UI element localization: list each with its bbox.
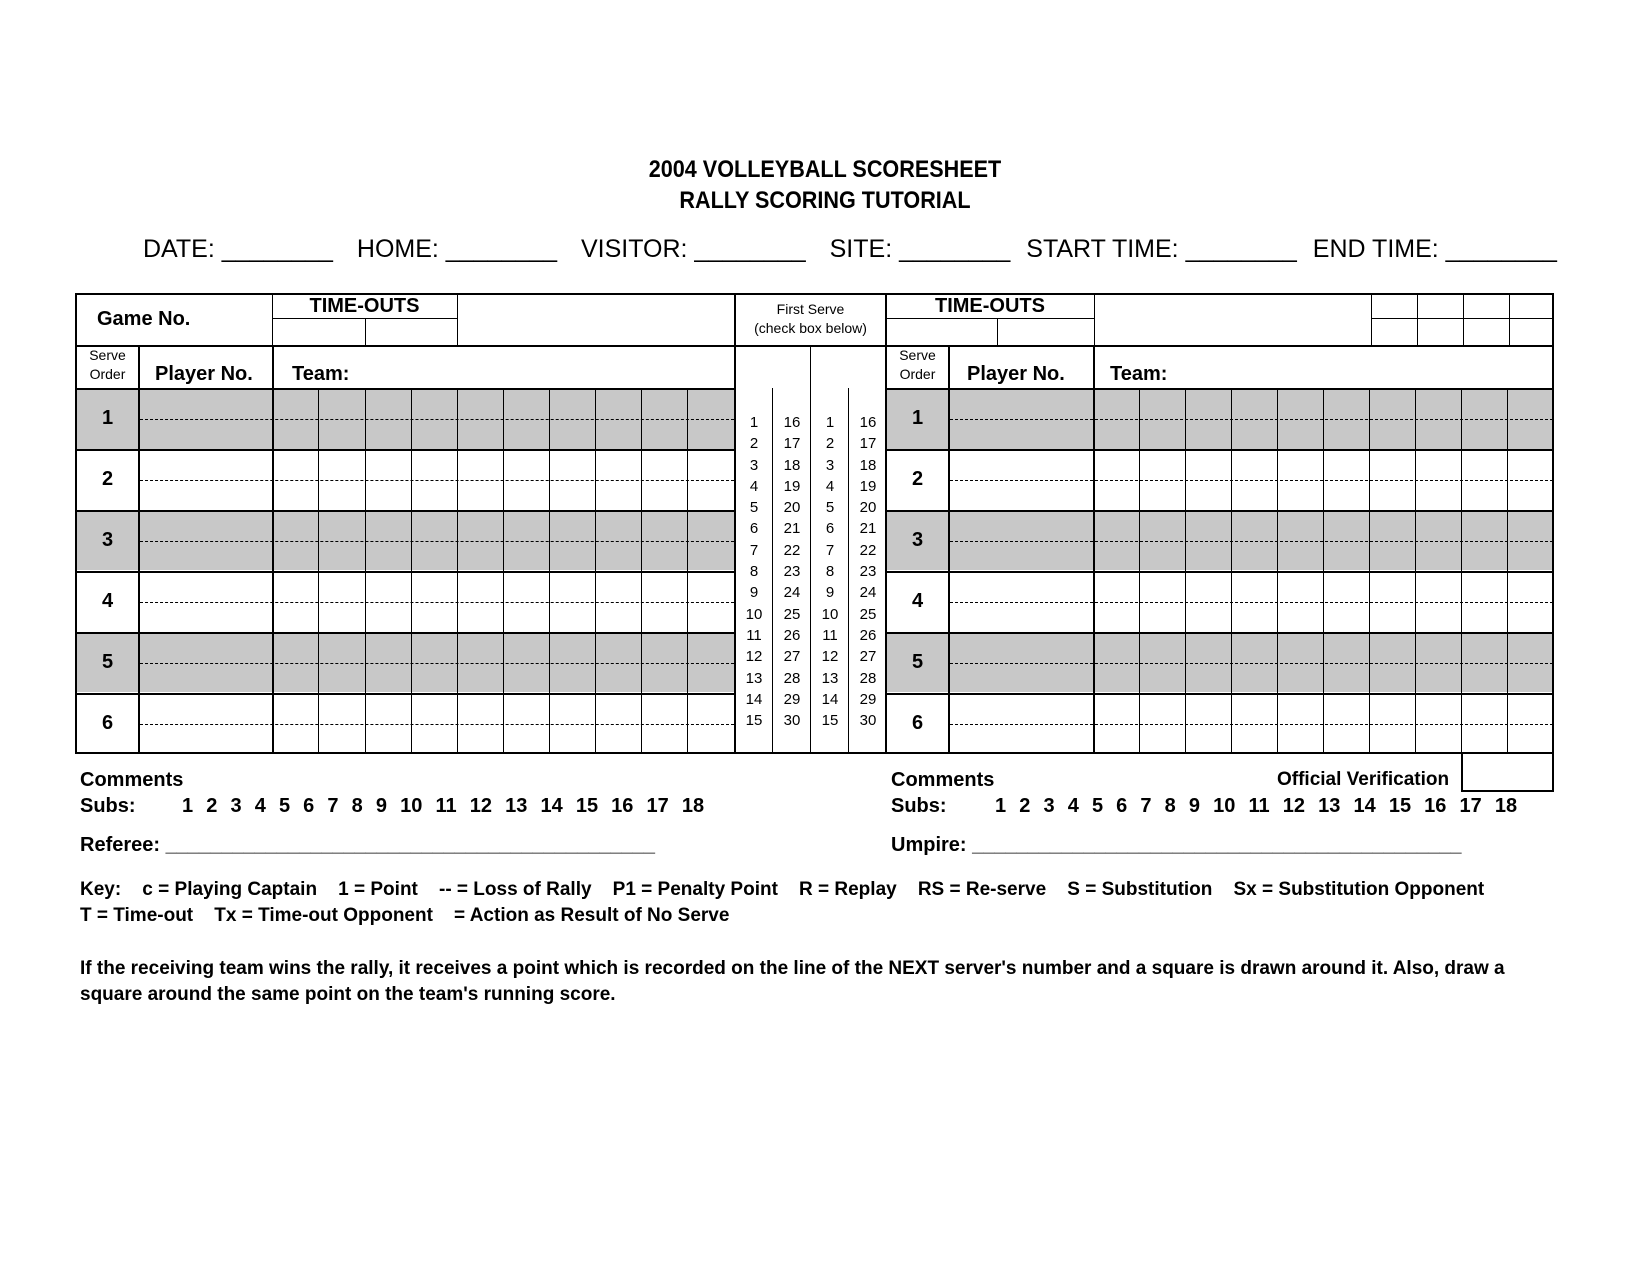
score-number[interactable]: 21 (783, 520, 801, 538)
player-no-label-left: Player No. (155, 363, 253, 385)
running-score-left-low (737, 412, 771, 731)
home-field[interactable]: HOME: ________ (356, 235, 558, 263)
score-number[interactable]: 16 (783, 414, 801, 431)
score-number[interactable]: 18 (859, 456, 877, 474)
score-number[interactable]: 1 (825, 414, 835, 431)
score-number[interactable]: 24 (783, 584, 801, 602)
game-no-label: Game No. (97, 308, 191, 330)
score-number[interactable]: 29 (783, 690, 801, 708)
serve-order-right-2: 2 (911, 468, 924, 490)
score-number[interactable]: 6 (825, 520, 835, 538)
serve-order-label-left (77, 346, 138, 384)
serve-order-right-4: 4 (911, 590, 924, 612)
score-number[interactable]: 22 (859, 541, 877, 559)
score-number[interactable]: 10 (821, 605, 839, 623)
score-number[interactable]: 8 (825, 563, 835, 581)
score-number[interactable]: 1 (749, 414, 759, 431)
comments-label-left: Comments (80, 769, 184, 791)
score-number[interactable]: 12 (745, 648, 763, 666)
score-number[interactable]: 7 (749, 541, 759, 559)
serve-order-right-6: 6 (911, 712, 924, 734)
score-number[interactable]: 28 (859, 669, 877, 687)
score-number[interactable]: 29 (859, 690, 877, 708)
serve-order-line2: Order (89, 366, 126, 382)
score-number[interactable]: 9 (749, 584, 759, 602)
referee-field[interactable]: Referee: ____________________________________________ (80, 834, 656, 856)
score-number[interactable]: 28 (783, 669, 801, 687)
score-number[interactable]: 27 (783, 648, 801, 666)
serve-order-line1: Serve (89, 347, 126, 363)
score-number[interactable]: 26 (859, 626, 877, 644)
end-time-field[interactable]: END TIME: ________ (1312, 235, 1557, 263)
score-number[interactable]: 3 (749, 456, 759, 474)
instructions-line-1: If the receiving team wins the rally, it receives a point which is recorded on the line of the NEXT server's number and a square is drawn around it. Also, draw a (80, 958, 1505, 979)
serve-order-left-4: 4 (101, 590, 114, 612)
score-number[interactable]: 8 (749, 563, 759, 581)
score-number[interactable]: 25 (859, 605, 877, 623)
score-number[interactable]: 14 (821, 690, 839, 708)
serve-order-left-2: 2 (101, 468, 114, 490)
score-number[interactable]: 4 (749, 477, 759, 495)
subs-label-right: Subs: (891, 795, 947, 817)
score-number[interactable]: 11 (822, 626, 838, 644)
score-number[interactable]: 13 (821, 669, 839, 687)
date-field[interactable]: DATE: ________ (143, 235, 333, 263)
score-number[interactable]: 5 (825, 499, 835, 517)
score-number[interactable]: 12 (821, 648, 839, 666)
score-number[interactable]: 17 (783, 435, 801, 453)
score-number[interactable]: 5 (749, 499, 759, 517)
serve-order-left-6: 6 (101, 712, 114, 734)
score-number[interactable]: 22 (783, 541, 801, 559)
serve-order-left-1: 1 (101, 407, 114, 429)
score-number[interactable]: 10 (745, 605, 763, 623)
score-number[interactable]: 23 (859, 563, 877, 581)
score-number[interactable]: 11 (746, 626, 762, 644)
start-time-field[interactable]: START TIME: ________ (1026, 235, 1297, 263)
running-score-right-low (813, 412, 847, 731)
team-label-right: Team: (1110, 363, 1168, 385)
score-number[interactable]: 16 (859, 414, 877, 431)
instructions-line-2: square around the same point on the team's running score. (80, 984, 616, 1005)
score-number[interactable]: 9 (825, 584, 835, 602)
score-number[interactable]: 30 (859, 712, 877, 730)
page-subtitle: RALLY SCORING TUTORIAL (679, 187, 971, 214)
score-number[interactable]: 13 (745, 669, 763, 687)
score-number[interactable]: 17 (859, 435, 877, 453)
running-score-left-high (775, 412, 809, 731)
serve-order-line1: Serve (899, 347, 936, 363)
serve-order-left-5: 5 (101, 651, 114, 673)
serve-order-label-right (887, 346, 948, 384)
visitor-field[interactable]: VISITOR: ________ (580, 235, 806, 263)
score-number[interactable]: 21 (859, 520, 877, 538)
site-field[interactable]: SITE: ________ (829, 235, 1011, 263)
subs-numbers-right[interactable]: 1 2 3 4 5 6 7 8 9 10 11 12 13 14 15 16 17 18 (995, 795, 1518, 817)
serve-order-line2: Order (899, 366, 936, 382)
score-number[interactable]: 19 (783, 477, 801, 495)
score-number[interactable]: 15 (745, 712, 763, 730)
serve-order-left-3: 3 (101, 529, 114, 551)
first-serve-line1: First Serve (776, 301, 845, 317)
score-number[interactable]: 18 (783, 456, 801, 474)
official-verification-label: Official Verification (1277, 769, 1450, 790)
score-number[interactable]: 23 (783, 563, 801, 581)
team-label-left: Team: (292, 363, 350, 385)
timeouts-label-right: TIME-OUTS (935, 295, 1045, 317)
score-number[interactable]: 19 (859, 477, 877, 495)
serve-order-right-5: 5 (911, 651, 924, 673)
score-number[interactable]: 25 (783, 605, 801, 623)
key-line-2: T = Time-out Tx = Time-out Opponent = Action as Result of No Serve (80, 905, 730, 926)
subs-numbers-left[interactable]: 1 2 3 4 5 6 7 8 9 10 11 12 13 14 15 16 17 18 (182, 795, 705, 817)
key-line-1: Key: c = Playing Captain 1 = Point -- = Loss of Rally P1 = Penalty Point R = Replay RS = Re-serve S = Substitution Sx = Substitution Opponent (80, 879, 1485, 900)
score-number[interactable]: 4 (825, 477, 835, 495)
serve-order-right-1: 1 (911, 407, 924, 429)
official-verification-box[interactable] (1461, 752, 1554, 792)
score-number[interactable]: 14 (745, 690, 763, 708)
score-number[interactable]: 27 (859, 648, 877, 666)
serve-order-right-3: 3 (911, 529, 924, 551)
score-number[interactable]: 3 (825, 456, 835, 474)
score-number[interactable]: 24 (859, 584, 877, 602)
score-number[interactable]: 15 (821, 712, 839, 730)
score-number[interactable]: 26 (783, 626, 801, 644)
comments-label-right: Comments (891, 769, 995, 791)
score-number[interactable]: 20 (783, 499, 801, 517)
timeouts-label-left: TIME-OUTS (309, 295, 420, 317)
first-serve-label (736, 300, 885, 338)
score-number[interactable]: 20 (859, 499, 877, 517)
page-title: 2004 VOLLEYBALL SCORESHEET (648, 156, 1002, 183)
score-number[interactable]: 6 (749, 520, 759, 538)
subs-label-left: Subs: (80, 795, 136, 817)
score-number[interactable]: 30 (783, 712, 801, 730)
player-no-label-right: Player No. (967, 363, 1065, 385)
score-number[interactable]: 2 (825, 435, 835, 453)
first-serve-line2: (check box below) (754, 320, 867, 336)
score-number[interactable]: 2 (749, 435, 759, 453)
umpire-field[interactable]: Umpire: ____________________________________________ (891, 834, 1462, 856)
running-score-right-high (851, 412, 885, 731)
score-number[interactable]: 7 (825, 541, 835, 559)
